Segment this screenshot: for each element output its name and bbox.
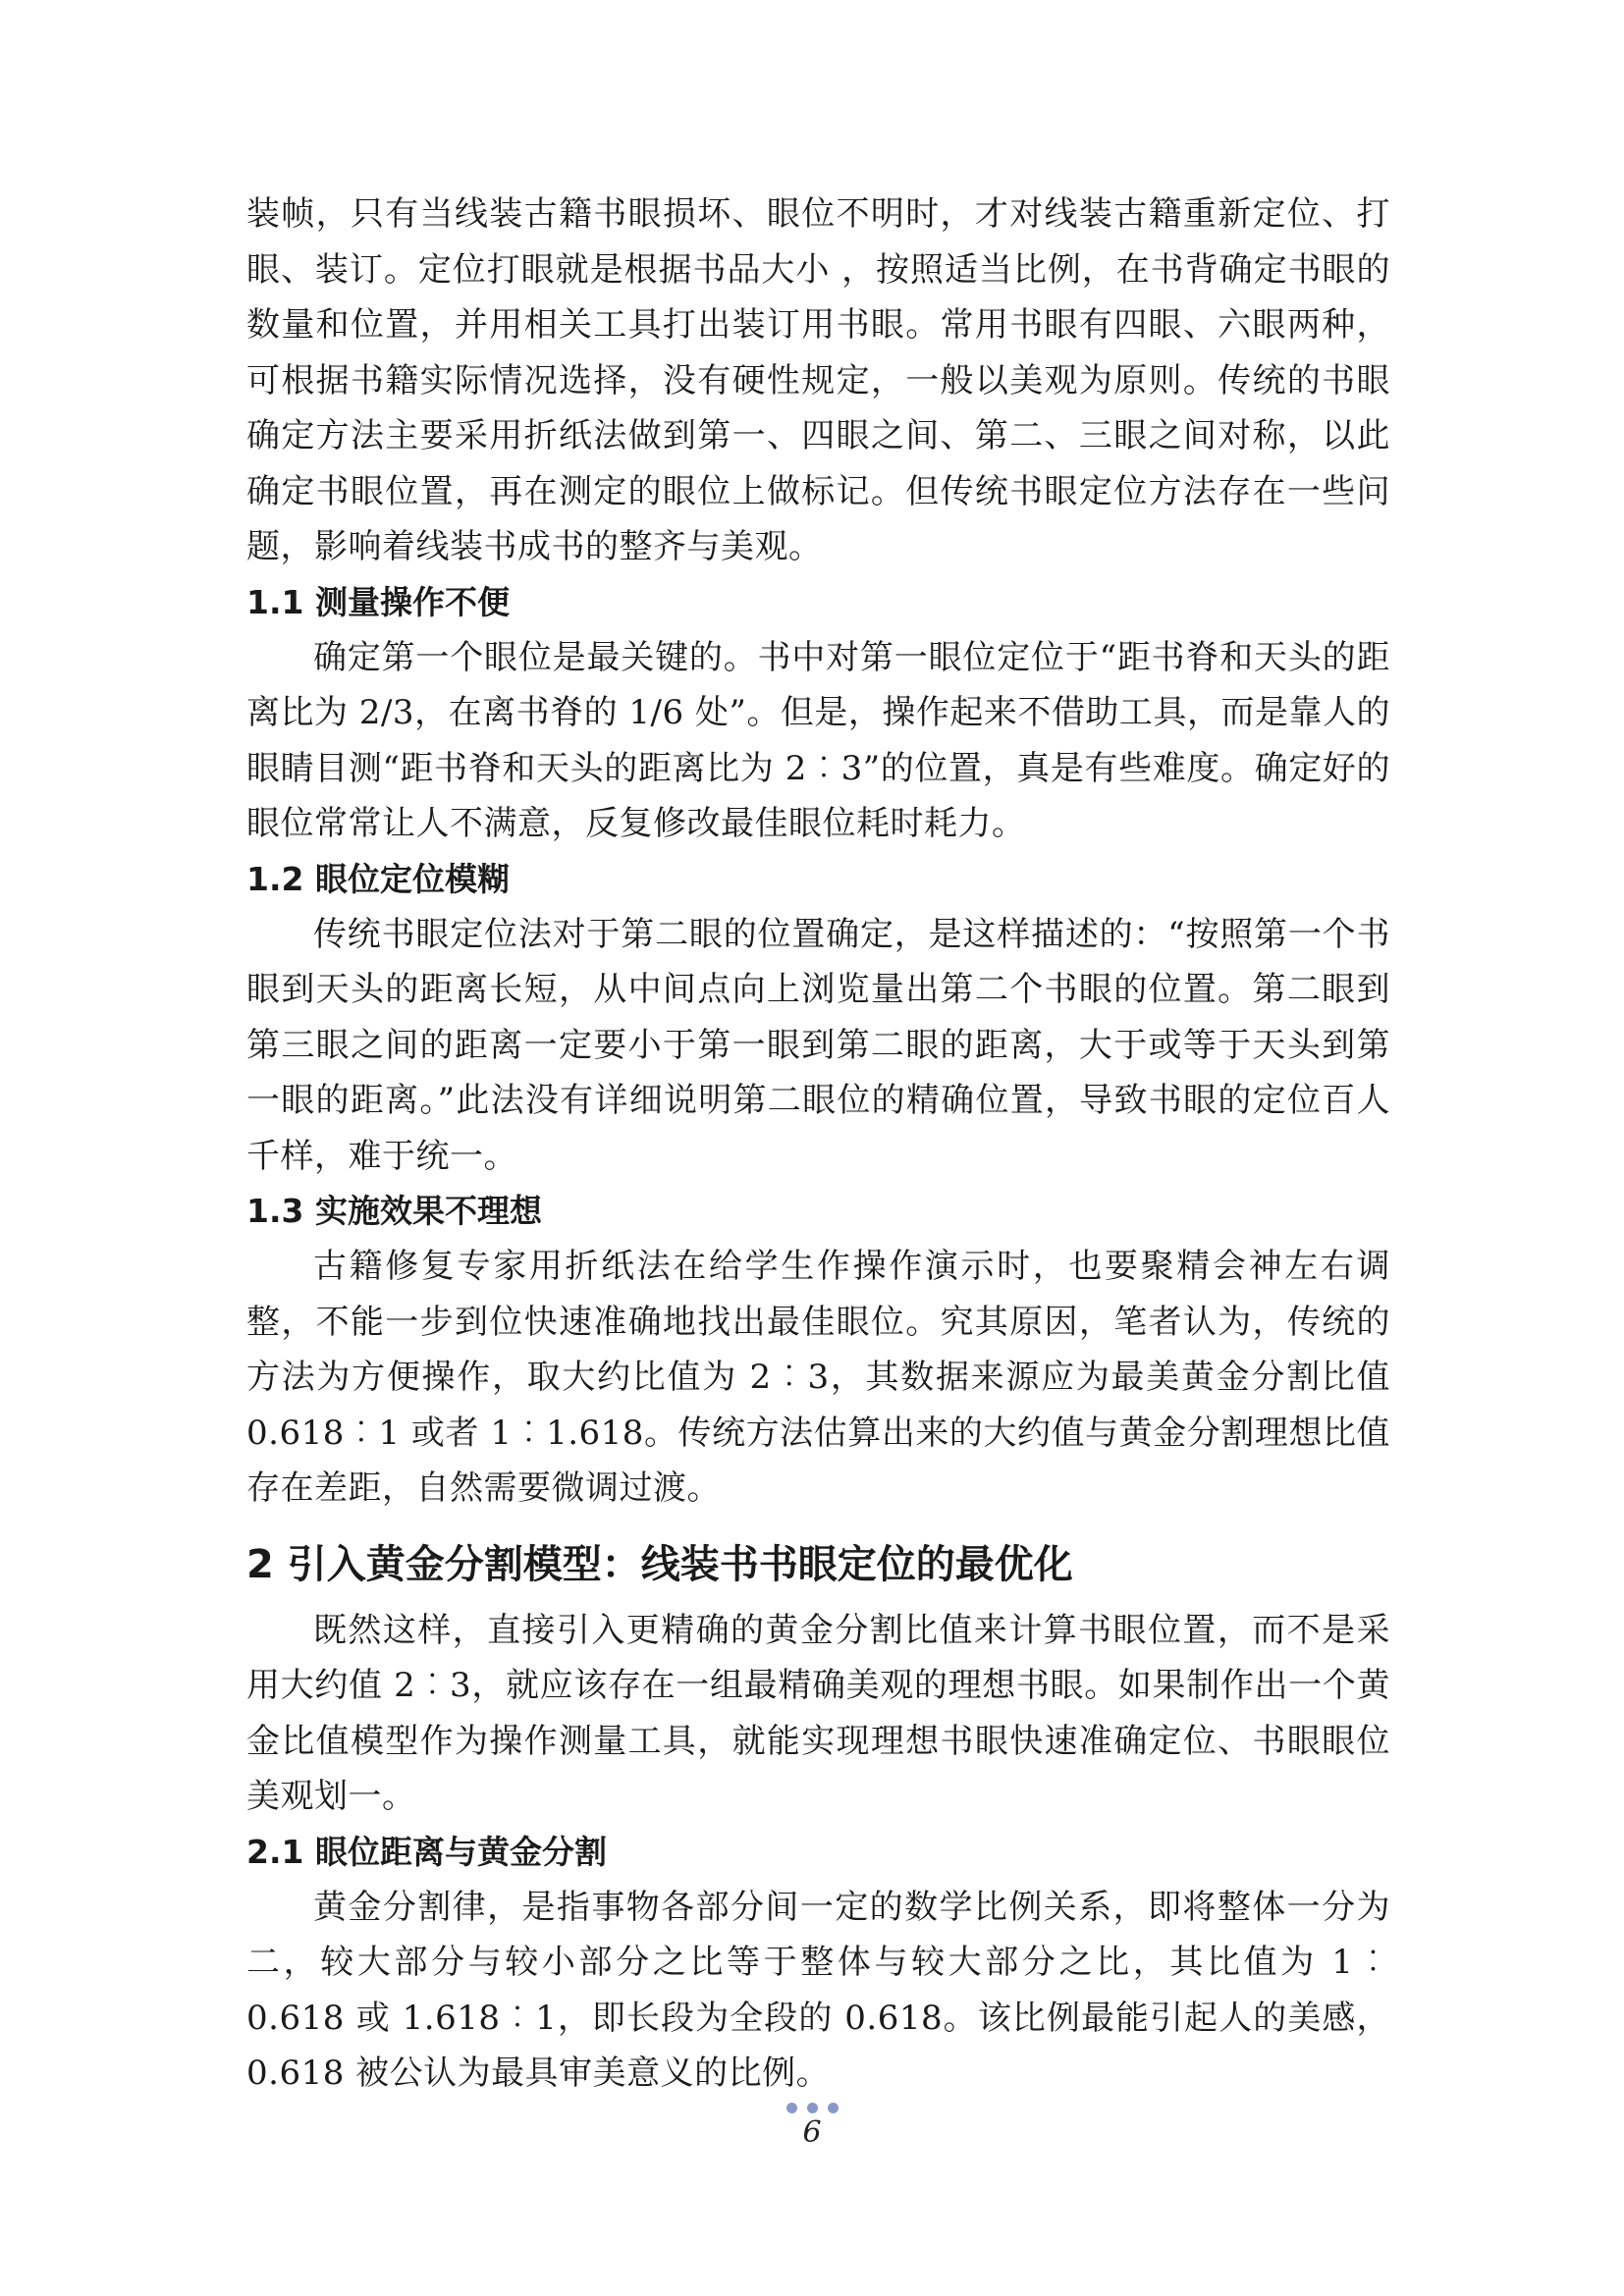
section-paragraph-1-2: 传统书眼定位法对于第二眼的位置确定，是这样描述的：“按照第一个书眼到天头的距离长短，从中间点向上浏览量出第二个书眼的位置。第二眼到第三眼之间的距离一定要小于第一眼到第二眼的距离，大于或等于天头到第一眼的距离。”此法没有详细说明第二眼位的精确位置，导致书眼的定位百人千样，难于统一。 [246, 914, 1390, 1176]
footer-dot [807, 2103, 818, 2113]
footer-dot [828, 2103, 839, 2113]
document-page [246, 187, 1390, 2102]
page-footer [0, 2099, 1624, 2150]
section-heading-1-1: 1.1 测量操作不便 [246, 582, 510, 621]
footer-dots-icon [0, 2099, 1624, 2116]
section-heading-1-3: 1.3 实施效果不理想 [246, 1192, 542, 1230]
section-paragraph-1-1: 确定第一个眼位是最关键的。书中对第一眼位定位于“距书脊和天头的距离比为 2/3，在离书脊的 1/6 处”。但是，操作起来不借助工具，而是靠人的眼睛目测“距书脊和天头的距离比为 2︰3”的位置，真是有些难度。确定好的眼位常常让人不满意，反复修改最佳眼位耗时耗力。 [246, 637, 1390, 843]
chapter-paragraph-2: 既然这样，直接引入更精确的黄金分割比值来计算书眼位置，而不是采用大约值 2︰3，就应该存在一组最精确美观的理想书眼。如果制作出一个黄金比值模型作为操作测量工具，就能实现理想书眼快速准确定位、书眼眼位美观划一。 [246, 1610, 1390, 1816]
section-paragraph-2-1: 黄金分割律，是指事物各部分间一定的数学比例关系，即将整体一分为二，较大部分与较小部分之比等于整体与较大部分之比，其比值为 1︰0.618 或 1.618︰1，即长段为全段的 0.618。该比例最能引起人的美感，0.618 被公认为最具审美意义的比例。 [246, 1887, 1390, 2093]
chapter-heading-2: 2 引入黄金分割模型：线装书书眼定位的最优化 [246, 1541, 1073, 1587]
page-number: 6 [802, 2115, 822, 2150]
footer-dot [786, 2103, 797, 2113]
section-heading-2-1: 2.1 眼位距离与黄金分割 [246, 1832, 607, 1871]
section-paragraph-1-3: 古籍修复专家用折纸法在给学生作操作演示时，也要聚精会神左右调整，不能一步到位快速准确地找出最佳眼位。究其原因，笔者认为，传统的方法为方便操作，取大约比值为 2︰3，其数据来源应为最美黄金分割比值 0.618︰1 或者 1︰1.618。传统方法估算出来的大约值与黄金分割理想比值存在差距，自然需要微调过渡。 [246, 1247, 1390, 1508]
section-heading-1-2: 1.2 眼位定位模糊 [246, 859, 510, 898]
intro-paragraph: 装帧，只有当线装古籍书眼损坏、眼位不明时，才对线装古籍重新定位、打眼、装订。定位打眼就是根据书品大小 ，按照适当比例，在书背确定书眼的数量和位置，并用相关工具打出装订用书眼。常用书眼有四眼、六眼两种，可根据书籍实际情况选择，没有硬性规定，一般以美观为原则。传统的书眼确定方法主要采用折纸法做到第一、四眼之间、第二、三眼之间对称，以此确定书眼位置，再在测定的眼位上做标记。但传统书眼定位方法存在一些问题，影响着线装书成书的整齐与美观。 [246, 194, 1390, 566]
